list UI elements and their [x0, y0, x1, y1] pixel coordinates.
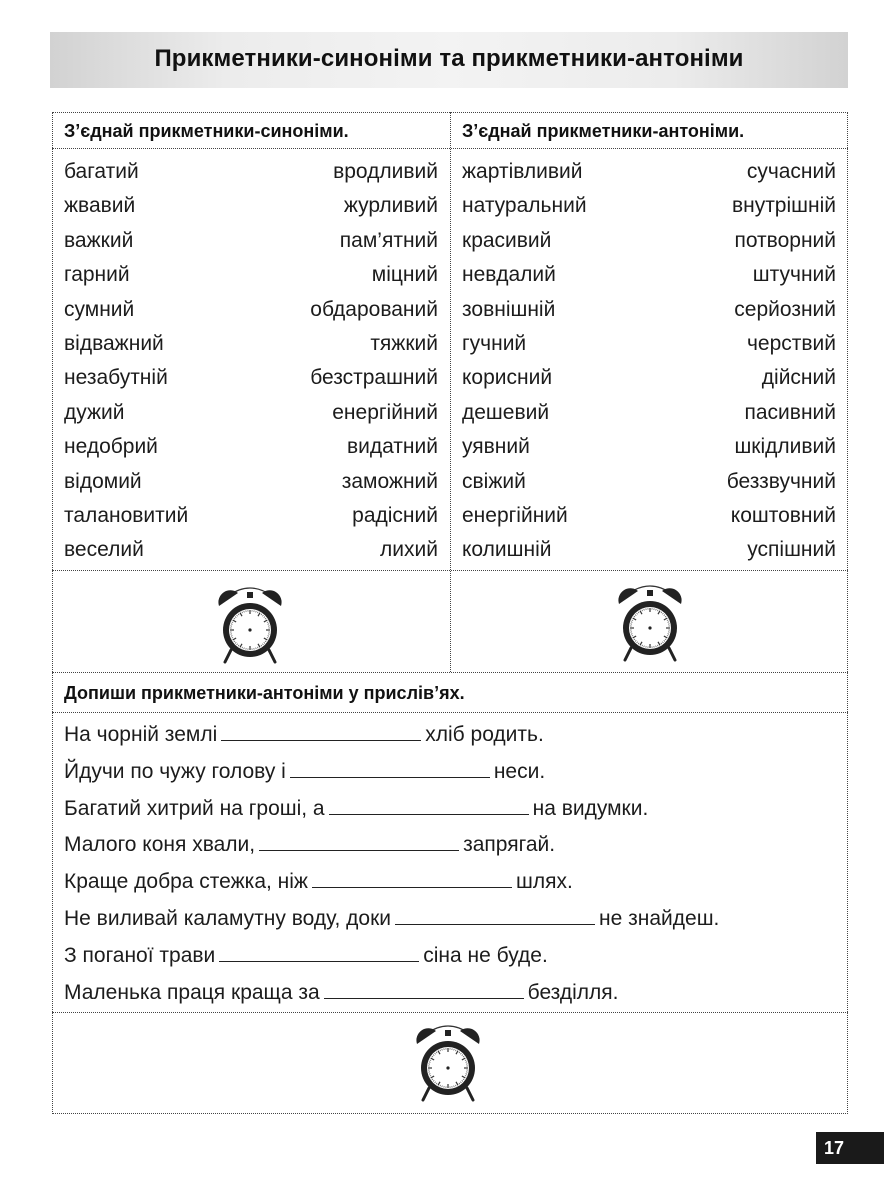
synonym-word-right: безстрашний	[310, 366, 438, 390]
proverb-line	[64, 832, 555, 857]
proverb-line	[64, 906, 719, 931]
antonym-word-right: шкідливий	[734, 435, 836, 459]
synonym-word-right: вродливий	[333, 160, 438, 183]
proverb-line	[64, 722, 544, 747]
synonym-word-left: важкий	[64, 228, 134, 252]
synonym-word-left: незабутній	[64, 366, 168, 390]
column-divider	[450, 112, 451, 672]
antonym-word-left: зовнішній	[462, 297, 556, 321]
antonyms-heading: З’єднай прикметники-антоніми.	[462, 121, 745, 141]
proverb-end: на видумки.	[532, 796, 649, 820]
synonym-word-right: лихий	[380, 538, 438, 562]
antonym-word-right: внутрішній	[731, 194, 836, 218]
antonym-word-left: жартівливий	[462, 160, 583, 183]
page-title: Прикметники-синоніми та прикметники-антоніми	[154, 45, 744, 72]
proverb-start: На чорній землі	[64, 723, 218, 746]
alarm-clock-icon	[214, 584, 286, 666]
antonym-word-right: дійсний	[761, 366, 836, 390]
synonym-word-right: заможний	[341, 469, 438, 493]
proverb-line	[64, 980, 618, 1005]
answer-blank[interactable]	[324, 980, 524, 999]
antonym-word-right: беззвучний	[726, 469, 836, 493]
antonym-word-right: коштовний	[730, 504, 836, 527]
proverb-end: сіна не буде.	[423, 943, 548, 967]
proverb-start: Маленька праця краща за	[64, 980, 320, 1004]
antonym-word-left: енергійний	[462, 504, 568, 527]
title-band	[50, 32, 848, 88]
page-edge-strip	[852, 1132, 884, 1164]
proverb-start: Краще добра стежка, ніж	[64, 870, 308, 894]
header-divider	[52, 148, 848, 149]
proverb-start: Йдучи по чужу голову і	[64, 759, 286, 783]
antonym-word-right: серйозний	[734, 297, 836, 321]
proverb-start: Багатий хитрий на гроші, а	[64, 796, 325, 820]
synonym-word-left: жвавий	[64, 194, 136, 218]
synonym-word-right: енергійний	[332, 400, 438, 424]
synonym-word-right: міцний	[371, 263, 438, 287]
proverb-end: неси.	[493, 759, 546, 783]
antonym-word-left: дешевий	[462, 400, 550, 424]
proverb-line	[64, 869, 573, 894]
synonym-word-left: веселий	[64, 538, 144, 562]
proverb-line	[64, 943, 548, 968]
answer-blank[interactable]	[290, 759, 490, 778]
proverb-line	[64, 796, 648, 821]
synonym-word-right: обдарований	[310, 297, 438, 321]
words-divider	[52, 570, 848, 571]
synonym-word-left: талановитий	[64, 504, 189, 527]
antonym-word-right: сучасний	[746, 160, 836, 183]
synonym-word-right: журливий	[343, 194, 438, 218]
antonym-word-right: потворний	[734, 228, 836, 252]
alarm-clock-icon	[412, 1022, 484, 1104]
antonym-word-left: невдалий	[462, 263, 556, 287]
answer-blank[interactable]	[312, 869, 512, 888]
proverb-end: не знайдеш.	[599, 907, 720, 930]
antonym-word-left: красивий	[462, 228, 552, 252]
proverb-start: Не виливай каламутну воду, доки	[64, 907, 392, 930]
synonym-word-right: видатний	[346, 435, 438, 459]
antonym-word-left: гучний	[462, 332, 527, 355]
antonym-word-right: штучний	[752, 263, 836, 287]
antonym-word-right: пасивний	[744, 400, 836, 424]
antonym-word-right: черствий	[746, 332, 836, 355]
synonyms-heading: З’єднай прикметники-синоніми.	[64, 121, 349, 141]
section-divider	[52, 672, 848, 673]
proverb-end: хліб родить.	[425, 723, 544, 746]
page-number: 17	[816, 1132, 852, 1164]
proverb-end: шлях.	[515, 870, 573, 894]
synonym-word-left: дужий	[64, 400, 125, 424]
synonym-word-right: тяжкий	[370, 332, 438, 355]
antonym-word-left: корисний	[462, 366, 553, 390]
synonym-word-left: відважний	[64, 332, 164, 355]
proverb-start: Малого коня хвали,	[64, 833, 256, 857]
antonym-word-left: уявний	[462, 435, 530, 459]
synonym-word-right: пам’ятний	[339, 228, 438, 252]
synonym-word-left: недобрий	[64, 435, 158, 459]
proverb-line	[64, 759, 545, 784]
proverbs-heading: Допиши прикметники-антоніми у прислів’ях.	[64, 683, 465, 703]
synonym-word-left: відомий	[64, 469, 142, 493]
proverb-start: З поганої трави	[64, 943, 216, 967]
antonym-word-right: успішний	[747, 538, 836, 562]
answer-blank[interactable]	[219, 943, 419, 962]
answer-blank[interactable]	[221, 722, 421, 741]
answer-blank[interactable]	[395, 906, 595, 925]
synonym-word-right: радісний	[352, 504, 438, 527]
answer-blank[interactable]	[259, 832, 459, 851]
synonym-word-left: гарний	[64, 263, 130, 287]
synonym-word-left: багатий	[64, 160, 139, 183]
answer-blank[interactable]	[329, 796, 529, 815]
synonym-word-left: сумний	[64, 297, 135, 321]
proverbs-bottom-divider	[52, 1012, 848, 1013]
proverbs-header-divider	[52, 712, 848, 713]
antonym-word-left: колишній	[462, 538, 552, 562]
antonym-word-left: натуральний	[462, 194, 587, 218]
antonym-word-left: свіжий	[462, 469, 526, 493]
proverb-end: безділля.	[527, 980, 619, 1004]
proverb-end: запрягай.	[463, 833, 556, 857]
alarm-clock-icon	[614, 582, 686, 664]
